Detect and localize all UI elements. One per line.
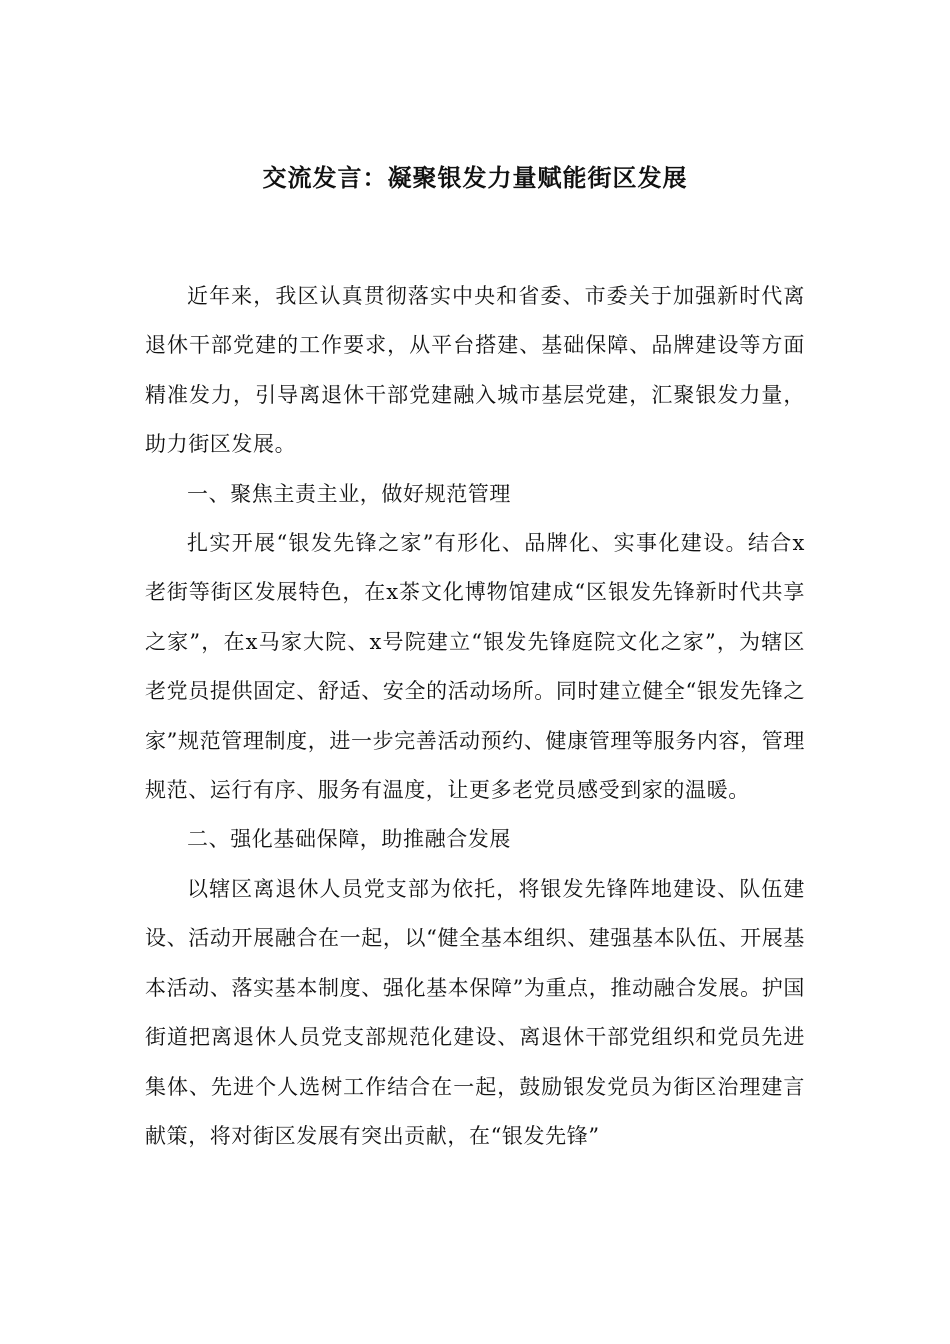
section-2-paragraph: 以辖区离退休人员党支部为依托，将银发先锋阵地建设、队伍建设、活动开展融合在一起，以“健全基本组织、建强基本队伍、开展基本活动、落实基本制度、强化基本保障”为重点，推动融合发展。护国街道把离退休人员党支部规范化建设、离退休干部党组织和党员先进集体、先进个人选树工作结合在一起，鼓励银发党员为街区治理建言献策，将对街区发展有突出贡献，在“银发先锋” [145, 876, 805, 1148]
section-heading-1: 一、聚焦主责主业，做好规范管理 [187, 481, 511, 506]
document-title: 交流发言：凝聚银发力量赋能街区发展 [262, 164, 688, 192]
section-1-paragraph: 扎实开展“银发先锋之家”有形化、品牌化、实事化建设。结合x老街等街区发展特色，在x茶文化博物馆建成“区银发先锋新时代共享之家”，在x马家大院、x号院建立“银发先锋庭院文化之家”，为辖区老党员提供固定、舒适、安全的活动场所。同时建立健全“银发先锋之家”规范管理制度，进一步完善活动预约、健康管理等服务内容，管理规范、运行有序、服务有温度，让更多老党员感受到家的温暖。 [145, 531, 805, 803]
intro-paragraph: 近年来，我区认真贯彻落实中央和省委、市委关于加强新时代离退休干部党建的工作要求，从平台搭建、基础保障、品牌建设等方面精准发力，引导离退休干部党建融入城市基层党建，汇聚银发力量，助力街区发展。 [145, 284, 805, 457]
document-body [145, 272, 805, 1161]
section-heading-2: 二、强化基础保障，助推融合发展 [187, 827, 511, 852]
